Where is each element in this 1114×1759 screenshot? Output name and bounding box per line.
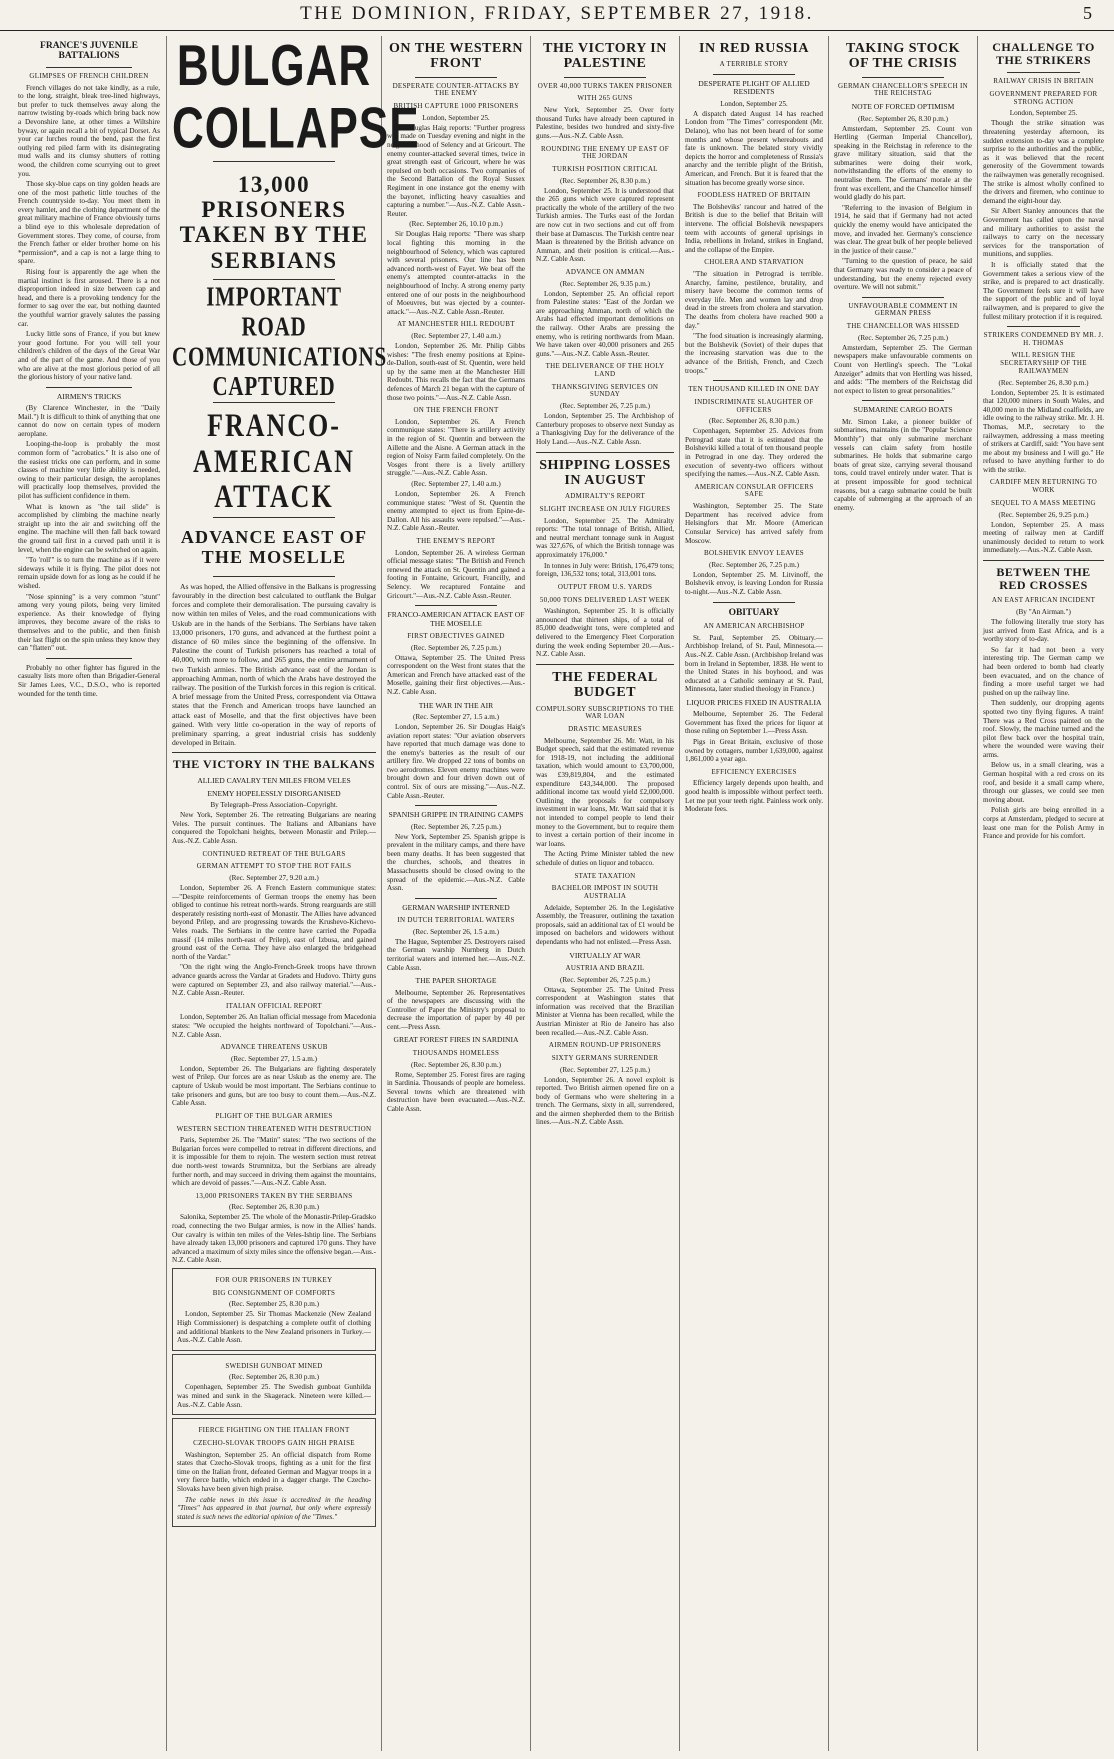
- dateline: (Rec. September 26, 8.30 p.m.): [998, 378, 1089, 387]
- subhead: NOTE OF FORCED OPTIMISM: [851, 102, 955, 112]
- dateline: London, September 25.: [720, 99, 788, 108]
- headline-red-crosses: BETWEEN THE RED CROSSES: [996, 564, 1091, 593]
- article-text: London, September 25. M. Litvinoff, the Bolshevik envoy, is leaving London for Russia to-night.—Aus.-N.Z. Cable Assn.: [685, 570, 823, 597]
- article-text: London, September 25. It is understood that the 265 guns which were captured represent practically the whole of the artillery of the two Turkish armies. The Turks east of the Jordan are now cut in two sections and cut off from their base at Damascus. The Turkish centre near Maan is threatened by the British advance on Amman, and their position is critical.—Aus.-N.Z. Cable Assn.: [536, 186, 674, 264]
- divider: [46, 387, 131, 388]
- article-text: London, September 25. It is estimated that 120,000 miners in South Wales, and 40,000 men in the Midland coalfields, are idle owing to the railway strike. Mr. J. H. Thomas, M.P., secretary to the railwaymen, addressing a mass meeting of strikers at Cardiff, said: "You have sent me about my business and I will go." He refused to have anything further to do with the strike.: [983, 388, 1104, 474]
- article-text: Amsterdam, September 25. Count von Hertling (German Imperial Chancellor), speaking in the Reichstag in reference to the grave military situation, said that the submarines were doing their work, notwithstanding the efforts of the enemy to neutralise them. The Germans' morale at the front was excellent, and the Chancellor himself would gladly do his part.: [834, 124, 972, 202]
- subhead: 50,000 TONS DELIVERED LAST WEEK: [539, 595, 671, 604]
- byline: (By "An Airman."): [1016, 607, 1071, 616]
- article-text: London, September 26. Mr. Philip Gibbs wishes: "The fresh enemy positions at Epine-de-Dallon, south-east of St. Quentin, were held up by the same men at the Manchester Hill Redoubt. This recalls the fact that the Germans defences of March 21 began with the capture of those two points."—Aus.-N.Z. Cable Assn.: [387, 342, 525, 402]
- column-bulgar-collapse: [172, 34, 420, 1751]
- subhead-plight: PLIGHT OF THE BULGAR ARMIES: [215, 1111, 333, 1120]
- article-text: So far it had not been a very interesting trip. The German camp we had been ordered to bomb had clearly been evacuated, and on the chance of finding a more useful target we had pushed on up the railway line.: [983, 645, 1104, 697]
- dateline: (Rec. September 26, 9.25 p.m.): [998, 510, 1089, 519]
- article-text: Those sky-blue caps on tiny golden heads are one of the most pathetic little touches of the French countryside to-day. You meet them in every hamlet, and the clothing department of the great military machine of France obviously turns a blind eye to this wholesale depredation of Government stores. They come, of course, from the French father or elder brother home on his *permission*, and a cap is not a large thing to spare.: [18, 180, 160, 266]
- divider: [713, 602, 796, 603]
- article-text: Amsterdam, September 25. The German newspapers make unfavourable comments on Count von Hertling's speech. The "Lokal Anzeiger" admits that von Hertling was hissed, and adds: "The members of the Reichstag did not expect to listen to great personalities.": [834, 343, 972, 395]
- dateline: (Rec. September 26, 7.25 p.m.): [559, 402, 651, 411]
- subhead: AIRMEN ROUND-UP PRISONERS: [548, 1041, 662, 1050]
- masthead-title: THE DOMINION, FRIDAY, SEPTEMBER 27, 1918.: [300, 3, 814, 24]
- article-text: It is officially stated that the Government takes a serious view of the strike, and is prepared to act drastically. The Government feels sure it will have the support of the public and of loyal railwaymen, and is prepared to give the fullest military protection if it is required.: [983, 260, 1104, 321]
- subhead-prisoners: 13,000 PRISONERS TAKEN BY THE SERBIANS: [179, 171, 369, 273]
- dateline: (Rec. September 26, 8.30 p.m.): [708, 417, 800, 426]
- article-text: New York, September 25. Spanish grippe is prevalent in the military camps, and there have been many deaths. It has been suggested that the churches, schools, and theatres in Massachusetts should be closed owing to the spread of the epidemic.—Aus.-N.Z. Cable Assn.: [387, 832, 525, 893]
- subhead: TURKISH POSITION CRITICAL: [552, 164, 658, 173]
- subhead: GOVERNMENT PREPARED FOR STRONG ACTION: [989, 90, 1098, 106]
- dateline: (Rec. September 27, 1.25 p.m.): [559, 1065, 651, 1074]
- article-text: Sir Albert Stanley announces that the Government has called upon the naval and military authorities to assist the railways to carry on the necessary services for the transportation of munitions, and supplies.: [983, 207, 1104, 259]
- article-text: Mr. Simon Lake, a pioneer builder of submarines, maintains (in the "Popular Science Monthly") that only submarine merchant vessels can claim safety from hostile submarines. He holds that submarine cargo boats of great size, carrying several thousand tons, could travel entirely under water. That is at present impossible for good technical reasons, but a cargo submarine could be built capable of submerging at the approach of an enemy.: [834, 417, 972, 512]
- divider: [46, 67, 131, 68]
- subhead: CHOLERA AND STARVATION: [704, 258, 804, 267]
- divider: [213, 279, 335, 280]
- divider: [536, 664, 674, 665]
- article-text: Though the strike situation was threatening yesterday afternoon, its sudden extension to-day was a complete surprise to the authorities and the public, as it was believed that the recent generosity of the Government towards the railwaymen was generally recognised. The strike is almost wholly confined to the drivers and firemen, who continue to demand the eight-hour day.: [983, 119, 1104, 205]
- subhead: IN DUTCH TERRITORIAL WATERS: [397, 916, 515, 925]
- subhead: BACHELOR IMPOST IN SOUTH AUSTRALIA: [551, 884, 659, 900]
- article-text: London, September 26. A novel exploit is reported. Two British airmen opened fire on a body of Germans who were sheltering in a trench. The Germans, sixty in all, surrendered, and the airmen shepherded them to the British lines.—Aus.-N.Z. Cable Assn.: [536, 1075, 674, 1127]
- subhead: THANKSGIVING SERVICES ON SUNDAY: [551, 382, 659, 399]
- article-text: Sir Douglas Haig reports: "Further progress was made on Tuesday evening and night in the neighbourhood of Selency and at Gricourt. The enemy counter-attacked several times, twice in great strength east of Gricourt, where he was repulsed on both occasions. Two companies of the Second Battalion of the Royal Sussex Regiment in one instance got the enemy with the bayonet, inflicting heavy casualties and capturing a number."—Aus.-N.Z. Cable Assn.-Reuter.: [387, 123, 525, 218]
- article-text: London, September 25. A mass meeting of railway men at Cardiff unanimously decided to return to work immediately.—Aus.-N.Z. Cable Assn.: [983, 520, 1104, 555]
- subhead: BRITISH CAPTURE 1000 PRISONERS: [393, 102, 519, 111]
- subhead: STRIKERS CONDEMNED BY MR. J. H. THOMAS: [983, 331, 1104, 347]
- subhead: SUBMARINE CARGO BOATS: [853, 405, 953, 415]
- subhead: WITH 265 GUNS: [577, 94, 633, 103]
- subhead-german-attempt: GERMAN ATTEMPT TO STOP THE ROT FAILS: [196, 862, 352, 871]
- subhead: BOLSHEVIK ENVOY LEAVES: [704, 549, 804, 558]
- subhead: SIXTY GERMANS SURRENDER: [551, 1053, 659, 1062]
- divider: [172, 752, 376, 753]
- article-text: Melbourne, September 26. Mr. Watt, in his Budget speech, said that the estimated revenue for 1918-19, not including the additional taxation, which would amount to £3,700,000, was £39,819,804, and the estimated expenditure £43,344,000. The proposed additional income tax would yield £2,000,000. Outlining the proposals for compulsory investment in war loans, Mr. Watt said that it is not intended to compel people to lend their money to the Government, but to require them to invest a certain portion of their income in war loans.: [536, 736, 674, 848]
- article-text: Lucky little sons of France, if you but knew your good fortune. For you will tell your children's children of the days of the Great War and of the part of the game. And those of you who are alive at the most glorious period of all the glorious history of your native land.: [18, 330, 160, 382]
- article-text: London, September 26. A wireless German official message states: "The British and French renewed the attack on St. Quentin and gained a footing in Fontaine, Gricourt, Francilly, and Selency. We recaptured Fontaine and Gricourt."—Aus.-N.Z. Cable Assn.-Reuter.: [387, 548, 525, 600]
- article-text: Ottawa, September 25. The United Press correspondent on the West front states that the American and French have attacked east of the Moselle, gaining their first objectives.—Aus.-N.Z. Cable Assn.: [387, 653, 525, 696]
- article-text: London, September 26. A French communique states: "West of St. Quentin the enemy attempted to eject us from Epine-de-Dallon. All his assaults were repulsed."—Aus.-N.Z. Cable Assn.-Reuter.: [387, 490, 525, 533]
- subhead: OUTPUT FROM U.S. YARDS: [557, 582, 653, 591]
- article-text: London, September 26. An Italian official message from Macedonia states: "We occupied the heights northward of Topolchani."—Aus.-N.Z. Cable Assn.: [172, 1013, 376, 1039]
- article-text: In tonnes in July were: British, 176,479 tons; foreign, 136,532 tons; total, 313,001 tons.: [536, 561, 674, 579]
- subhead: DRASTIC MEASURES: [568, 724, 642, 733]
- dateline: (Rec. September 27, 9.20 a.m.): [229, 874, 319, 882]
- box-title: FOR OUR PRISONERS IN TURKEY: [215, 1276, 333, 1285]
- column-crisis: [834, 36, 972, 1751]
- divider: [713, 74, 796, 75]
- article-text: (By Clarence Winchester, in the "Daily Mail.") It is difficult to think of anything that one cannot do now on certain types of modern aeroplane.: [18, 404, 160, 438]
- article-text: "The situation in Petrograd is terrible. Anarchy, famine, pestilence, brutality, and misery have become the common terms of everyday life. Men and women lay and drop dead in the streets from cholera and starvation. The deaths from cholera have reached 900 a day.": [685, 270, 823, 330]
- column-rule: [679, 36, 680, 1751]
- subhead: DESPERATE COUNTER-ATTACKS BY THE ENEMY: [392, 81, 520, 98]
- divider: [213, 576, 335, 577]
- article-text: London, September 25. The Archbishop of Canterbury proposes to observe next Sunday as a Thanksgiving Day for the deliverance of the Holy Land.—Aus.-N.Z. Cable Assn.: [536, 412, 674, 446]
- divider: [415, 77, 498, 78]
- article-text: The following literally true story has just arrived from East Africa, and is a worthy story of to-day.: [983, 617, 1104, 644]
- subhead: THOUSANDS HOMELESS: [412, 1048, 500, 1057]
- subhead: DESPERATE PLIGHT OF ALLIED RESIDENTS: [698, 79, 810, 97]
- subhead: GERMAN CHANCELLOR'S SPEECH IN THE REICHSTAG: [838, 81, 968, 98]
- article-text: "Nose spinning" is a very common "stunt" among very young pilots, being very limited experience. As their knowledge of flying improves, they become aware of the risks to themselves and to the public, and then finish their last flight on the spin unless they know they can "flatten" out.: [18, 592, 160, 653]
- article-text: Then suddenly, our dropping agents spotted two tiny flying figures. A train! There was a Red Cross painted on the roof. Slowly, the machine turned and the pilot flew back over the hospital train, where the wounded were waving their arms.: [983, 699, 1104, 759]
- divider: [415, 898, 498, 899]
- article-text: The Acting Prime Minister tabled the new schedule of duties on liquor and tobacco.: [536, 850, 674, 867]
- headline-airmen-tricks: AIRMEN'S TRICKS: [56, 391, 122, 401]
- masthead: [0, 0, 1114, 31]
- subhead: SLIGHT INCREASE ON JULY FIGURES: [539, 504, 671, 513]
- box-subtitle: BIG CONSIGNMENT OF COMFORTS: [212, 1288, 336, 1297]
- article-text: London, September 26. A French Eastern communique states:—"Despite reinforcements of German troops the enemy has been obliged to continue his retreat north-wards. Strong rearguards are still desperately resisting north-east of Monastir. The Allies have advanced beyond Prilep, and are progressing towards the Krushevo-Kichevo-Veles roads. The Serbians in the centre have carried the Popadia massif (14 miles north-east of Prilep), east of Izbusa, and gained ground east of the Cerna. They have also enlarged the bridgehead north of the Vardar.": [172, 884, 376, 961]
- dateline: (Rec. September 26, 8.30 p.m.): [857, 114, 949, 123]
- column-rule: [977, 36, 978, 1751]
- dateline: (Rec. September 27, 1.40 a.m.): [411, 332, 501, 340]
- subhead: SEQUEL TO A MASS MEETING: [991, 498, 1096, 507]
- subhead: LIQUOR PRICES FIXED IN AUSTRALIA: [686, 697, 822, 707]
- column-red-russia: [685, 36, 823, 1751]
- article-text: Looping-the-loop is probably the most common form of "acrobatics." It is also one of the easiest tricks one can perform, and in some classes of machine very little ability is needed, owing to their particular design, the aeroplanes will practically loop themselves, provided the pilot has sufficient confidence in them.: [18, 440, 160, 501]
- dateline: (Rec. September 27, 1.40 a.m.): [411, 480, 501, 488]
- article-text: New York, September 25. Over forty thousand Turks have already been captured in Palestine, besides two hundred and sixty-five guns.—Aus.-N.Z. Cable Assn.: [536, 106, 674, 140]
- subhead: THE ENEMY'S REPORT: [416, 536, 496, 545]
- headline-budget: THE FEDERAL BUDGET: [552, 669, 658, 701]
- box-subtitle: CZECHO-SLOVAK TROOPS GAIN HIGH PRAISE: [193, 1438, 355, 1447]
- article-text: The Hague, September 25. Destroyers raised the German warship Nurnberg in Dutch territorial waters and interned her.—Aus.-N.Z. Cable Assn.: [387, 937, 525, 972]
- subhead: WILL RESIGN THE SECRETARYSHIP OF THE RAILWAYMEN: [1000, 351, 1087, 375]
- article-text: French villages do not take kindly, as a rule, to the long, straight, bleak tree-lined highways, but prefer to tuck themselves away along the narrow twisting by-roads which bring back now a Devonshire lane, at other times a Wiltshire byway, or again recall a bit of typical Dorset. As your car lurches round the bend, past the first outlying red piled farm with its disintegrating mud walls and its clumsy shutters of rotting wood, the children come scurrying out to greet you.: [18, 83, 160, 178]
- subhead-moselle: ADVANCE EAST OF THE MOSELLE: [180, 527, 368, 567]
- divider: [536, 452, 674, 453]
- divider: [713, 380, 796, 381]
- headline-palestine: THE VICTORY IN PALESTINE: [543, 41, 667, 72]
- dateline: (Rec. September 26, 7.25 p.m.): [410, 643, 502, 652]
- divider: [213, 402, 335, 403]
- article-text: "Referring to the invasion of Belgium in 1914, he said that if Germany had not acted quickly the enemy would have anticipated the move, and invaded her. Germany's conscience was clear. The great bulk of her people believed in the justice of their cause.": [834, 203, 972, 255]
- article-text: "To 'roll'" is to turn the machine as if it were sideways while it is flying. The pilot does not remain upside down for as long as he could if he wished.: [18, 556, 160, 590]
- subhead: EFFICIENCY EXERCISES: [711, 767, 797, 776]
- article-text: Ottawa, September 25. The United Press correspondent at Washington states that information was received that the Brazilian Minister at Vienna has been recalled, while the Austrian Minister at Rio de Janeiro has also been recalled.—Aus.-N.Z. Cable Assn.: [536, 985, 674, 1037]
- column-rule: [530, 36, 531, 1751]
- subhead-retreat: CONTINUED RETREAT OF THE BULGARS: [202, 849, 346, 858]
- subhead-italian: ITALIAN OFFICIAL REPORT: [226, 1001, 322, 1010]
- subhead-road: IMPORTANT ROAD COMMUNICATIONS CAPTURED: [172, 280, 387, 403]
- box-title: FIERCE FIGHTING ON THE ITALIAN FRONT: [198, 1426, 350, 1435]
- dateline: (Rec. September 26, 8.30 p.m.): [410, 1060, 502, 1069]
- box-title: SWEDISH GUNBOAT MINED: [225, 1361, 323, 1370]
- dateline: (Rec. September 26, 7.25 p.m.): [559, 975, 651, 984]
- divider: [1007, 326, 1080, 327]
- article-text: "Turning to the question of peace, he said that Germany was ready to consider a peace of understanding, but the enemy rejected every overture. We will not submit.": [834, 257, 972, 292]
- article-text: "On the right wing the Anglo-French-Greek troops have thrown advance guards across the Vardar at Gradets and Hudovo. Thirty guns were captured on September 23, and also railway material."—Aus.-N.Z. Cable Assn.-Reuter.: [172, 963, 376, 998]
- divider: [983, 560, 1104, 561]
- article-text: Paris, September 26. The "Matin" states: "The two sections of the Bulgarian forces were compelled to retreat in different directions, and it is impossible for them to rejoin. The western section must retreat due north-west towards Strumnitza, but the Serbians are already further north, and may succeed in driving them against the mountains, which are devoid of passes."—Aus.-N.Z. Cable Assn.: [172, 1136, 376, 1188]
- boxed-item-gunboat: [172, 1354, 376, 1415]
- article-text: London, September 25. An official report from Palestine states: "East of the Jordan we are approaching Amman, north of which the Arabs had effected important demolitions on the railway. Other Arabs are pressing the enemy, who is retiring northwards from Maan. We have taken over 40,000 prisoners and 265 guns."—Aus.-N.Z. Cable Assn.-Reuter.: [536, 289, 674, 358]
- subhead: OVER 40,000 TURKS TAKEN PRISONER: [537, 81, 673, 90]
- dateline: (Rec. September 26, 1.5 a.m.): [412, 927, 500, 936]
- article-text: London, September 26. The Bulgarians are fighting desperately west of Prilep. Our forces are as near Uskub as the enemy are. The capture of Uskub would be most important. The Serbians continue to take prisoners and guns, but are too busy to count them.—Aus.-N.Z. Cable Assn.: [172, 1064, 376, 1108]
- article-text: London, September 25. The Admiralty reports: "The total tonnage of British, Allied, and neutral merchant tonnage sunk in August was 327,676, of which the British tonnage was approximately 176,000.": [536, 516, 674, 560]
- subhead: TEN THOUSAND KILLED IN ONE DAY: [688, 385, 820, 394]
- divider: [862, 297, 945, 298]
- article-text: "The food situation is increasingly alarming, but the Bolshevik (Soviet) of their dupes that the increasing starvation was due to the advance of the British, French, and Czech troops.": [685, 332, 823, 375]
- article-text: Sir Douglas Haig reports: "There was sharp local fighting this morning in the neighbourhood of Selency, which was captured with several prisoners. Our line has been advanced north-west of Fayet. We beat off the enemy's attempted counter-attacks in the neighbourhood of Inchy. A strong enemy party entered one of our posts in the neighbourhood of Moeuvres, but was ejected by a counter-attack."—Aus.-N.Z. Cable Assn.-Reuter.: [387, 230, 525, 316]
- headline-challenge: CHALLENGE TO THE STRIKERS: [992, 40, 1095, 68]
- headline-taking-stock: TAKING STOCK OF THE CRISIS: [845, 41, 960, 72]
- article-text: St. Paul, September 25. Obituary.—Archbishop Ireland, of St. Paul, Minnesota.—Aus.-N.Z. Cable Assn. (Archbishop Ireland was born in Ireland in September, 1838. He went to the United States in his boyhood, and was educated at a Catholic seminary at St. Paul, Minnesota, later studied theology in France.): [685, 633, 823, 694]
- divider: [862, 77, 945, 78]
- column-rule: [828, 36, 829, 1751]
- subhead: GERMAN WARSHIP INTERNED: [402, 902, 510, 912]
- column-strikers: [983, 36, 1104, 1751]
- article-text: Melbourne, September 26. The Federal Government has fixed the prices for liquor at those ruling on September 1.—Press Assn.: [685, 710, 823, 736]
- divider: [862, 400, 945, 401]
- subhead-enemy: ENEMY HOPELESSLY DISORGANISED: [207, 788, 341, 798]
- dateline: (Rec. September 26, 10.10 p.m.): [409, 220, 503, 229]
- copyright-line: By Telegraph–Press Association–Copyright.: [210, 801, 338, 810]
- article-text: Washington, September 25. The State Department has received advice from Helsingfors that Mr. Moore (American Consular Service) has arrived safely from Moscow.: [685, 502, 823, 545]
- subhead: UNFAVOURABLE COMMENT IN GERMAN PRESS: [848, 301, 958, 318]
- subhead-13000: 13,000 PRISONERS TAKEN BY THE SERBIANS: [195, 1191, 353, 1200]
- article-text: Melbourne, September 26. Representatives of the newspapers are discussing with the Controller of Paper the Ministry's proposal to decrease the importation of paper by 40 per cent.—Press Assn.: [387, 988, 525, 1031]
- subhead: SPANISH GRIPPE IN TRAINING CAMPS: [388, 810, 524, 820]
- subhead: FRANCO-AMERICAN ATTACK EAST OF THE MOSELLE: [387, 610, 525, 628]
- article-text: London, September 26. A French communique states: "There is artillery activity in the region of St. Quentin and between the Aillette and the Aisne. A German attack in the region of Noisy Farm failed completely. On the Vosges front there is a lively artillery struggle."—Aus.-N.Z. Cable Assn.: [387, 417, 525, 478]
- headline-shipping: SHIPPING LOSSES IN AUGUST: [539, 457, 671, 488]
- subhead-cavalry: ALLIED CAVALRY TEN MILES FROM VELES: [197, 775, 351, 785]
- article-text: What is known as "the tail slide" is accomplished by climbing the machine nearly straight up into the air and switching off the engine. The machine will then fall back toward the ground tail first in a curved path until it is level, when the engine can be switched on again.: [18, 502, 160, 554]
- headline-juvenile: FRANCE'S JUVENILE BATTALIONS: [40, 41, 138, 62]
- subhead-franco-american: FRANCO-AMERICAN ATTACK: [193, 407, 355, 516]
- boxed-item-prisoners-turkey: [172, 1268, 376, 1351]
- divider: [46, 658, 131, 659]
- subhead: RAILWAY CRISIS IN BRITAIN: [993, 77, 1094, 86]
- subhead: ON THE FRENCH FRONT: [413, 406, 499, 415]
- dateline: (Rec. September 26, 7.25 p.m.): [410, 822, 502, 831]
- subhead: AN EAST AFRICAN INCIDENT: [991, 596, 1096, 605]
- article-text: London, September 25. Sir Thomas Mackenzie (New Zealand High Commissioner) is despatching a complete outfit of clothing and additional blankets to the New Zealand prisoners in Turkey.—Aus.-N.Z. Cable Assn.: [177, 1310, 371, 1345]
- dateline: (Rec. September 26, 8.30 p.m.): [228, 1373, 320, 1382]
- subhead: CARDIFF MEN RETURNING TO WORK: [989, 478, 1098, 495]
- article-text: New York, September 26. The retreating Bulgarians are nearing Veles. The pursuit continues. The Italians and Albanians have conquered the Topolchani heights, between Monastir and Prilep.—Aus.-N.Z. Cable Assn.: [172, 811, 376, 846]
- subhead: FIRST OBJECTIVES GAINED: [407, 631, 505, 640]
- subhead: COMPULSORY SUBSCRIPTIONS TO THE WAR LOAN: [536, 704, 674, 721]
- lead-summary: As was hoped, the Allied offensive in the Balkans is progressing favourably in the direction best calculated to outflank the Bulgar forces and complete their demoralisation. The pursuing cavalry is now within ten miles of Veles, and the road communications with Uskub are in the hands of the Serbians. The Serbians have taken 13,000 prisoners, 170 guns, and advanced at the furthest point a distance of 60 miles since the beginning of the offensive. In Palestine the count of Turkish prisoners has reached a total of 40,000, with more to follow, and 265 guns, the entire armament of two Turkish armies. The British advance east of the Jordan is approaching Amman, north of which the Arabs have destroyed the railway. The position of the Turkish forces in this region is critical. A brief message from the United Press, correspondent via Ottawa states that the French and American troops have launched an attack east of Moselle, and that the first objectives have been gained. With very little co-operation in the way of reports of preliminary sparring, a great industrial crisis has suddenly developed in Britain.: [172, 581, 376, 748]
- article-text: Copenhagen, September 25. Advices from Petrograd state that it is estimated that the Bolsheviki killed a total of ten thousand people in Petrograd in one day. They ordered the execution of seventy-two officers without specifying the names.—Aus.-N.Z. Cable Assn.: [685, 427, 823, 479]
- subhead: VIRTUALLY AT WAR: [569, 950, 641, 960]
- dateline: (Rec. September 26, 8.30 p.m.): [228, 1203, 320, 1212]
- dateline: (Rec. September 26, 8.30 p.m.): [559, 176, 651, 185]
- column-palestine: [536, 36, 674, 1751]
- subhead: OBITUARY: [728, 607, 780, 618]
- article-text: Polish girls are being enrolled in a corps at Amsterdam, pledged to secure at least one man for the Polish Army in France and provide for his comfort.: [983, 806, 1104, 841]
- subhead: ADVANCE ON AMMAN: [565, 267, 645, 276]
- headline-red-russia: IN RED RUSSIA: [699, 41, 809, 56]
- column-rule: [166, 36, 167, 1751]
- main-headline: BULGAR COLLAPSE: [172, 34, 420, 161]
- subhead: INDISCRIMINATE SLAUGHTER OF OFFICERS: [694, 397, 814, 414]
- dateline: London, September 25.: [422, 113, 490, 122]
- article-text: A dispatch dated August 14 has reached London from "The Times" correspondent (Mr. Delano), who has not been heard of for some months and whose present whereabouts and fate is unknown. The belated story vividly depicts the horror and completeness of Russia's anarchy and the terrible plight of the British, American, and French. But it is feared that the situation has become greatly worse since.: [685, 109, 823, 187]
- divider: [213, 517, 335, 518]
- article-text: Pigs in Great Britain, exclusive of those owned by cottagers, number 1,639,000, against 1,861,000 a year ago.: [685, 738, 823, 764]
- subhead-uskub: ADVANCE THREATENS USKUB: [220, 1043, 328, 1052]
- article-text: Washington, September 25. It is officially announced that thirteen ships, of a total of 85,000 deadweight tons, were completed and delivered to the Emergency Fleet Corporation during the week ending September 20.—Aus.-N.Z. Cable Assn.: [536, 607, 674, 659]
- article-text: The Bolsheviks' rancour and hatred of the British is due to the belief that Britain will intervene. The official Bolshevik newspapers teem with accounts of general uprisings in India, rebellions in Ireland, strikes in England, and the collapse of the Empire.: [685, 202, 823, 254]
- subhead: THE WAR IN THE AIR: [418, 700, 494, 710]
- headline-western-front: ON THE WESTERN FRONT: [388, 41, 524, 72]
- dateline: (Rec. September 27, 1.5 a.m.): [230, 1054, 318, 1063]
- subhead-glimpses: GLIMPSES OF FRENCH CHILDREN: [29, 71, 149, 80]
- editorial-note: The cable news in this issue is accredited in the heading "Times" has appeared in that journal, but only where expressly stated is such news the editorial opinion of the "Times.": [177, 1495, 371, 1521]
- column-juvenile-battalions: [18, 36, 160, 1751]
- dateline: (Rec. September 26, 9.35 p.m.): [559, 279, 651, 288]
- dateline: (Rec. September 26, 7.25 p.m.): [857, 333, 949, 342]
- article-text: Probably no other fighter has figured in the casualty lists more often than Brigadier-General Sir James Lees, V.C., D.S.O., who is reported wounded for the tenth time.: [18, 663, 160, 698]
- subhead: ROUNDING THE ENEMY UP EAST OF THE JORDAN: [541, 144, 669, 161]
- divider: [415, 805, 498, 806]
- page-number: 5: [1083, 3, 1092, 23]
- column-rule: [381, 36, 382, 1751]
- subhead: ADMIRALTY'S REPORT: [564, 492, 646, 501]
- article-text: Rising four is apparently the age when the martial instinct is first aroused. There is a not disproportion indeed in size between cap and head, and there is a provoking tendency for the former to sag over the ear, but nothing daunted the youthful warrior gravely salutes the passing car.: [18, 268, 160, 328]
- article-text: Salonika, September 25. The whole of the Monastir-Prilep-Gradsko road, connecting the two Bulgar armies, is now in the Allies' hands. Our cavalry is within ten miles of the Veles-Ishtip line. The Serbians have already taken 13,000 prisoners and captured 170 guns. They have advanced a maximum of sixty miles since the offensive began.—Aus.-N.Z. Cable Assn.: [172, 1213, 376, 1265]
- subhead: STATE TAXATION: [574, 871, 636, 880]
- subhead: THE CHANCELLOR WAS HISSED: [846, 322, 960, 331]
- article-text: Copenhagen, September 25. The Swedish gunboat Gunhilda was mined and sunk in the Skagerack. Nineteen were killed.—Aus.-N.Z. Cable Assn.: [177, 1383, 371, 1409]
- subhead: GREAT FOREST FIRES IN SARDINIA: [393, 1035, 519, 1045]
- subhead: AUSTRIA AND BRAZIL: [565, 963, 645, 972]
- article-text: Adelaide, September 26. In the Legislative Assembly, the Treasurer, outlining the taxation proposals, said an additional tax of £1 would be imposed on bachelors and widowers without dependants who had not enlisted.—Press Assn.: [536, 903, 674, 946]
- subhead: THE PAPER SHORTAGE: [415, 976, 497, 986]
- dateline: (Rec. September 26, 7.25 p.m.): [708, 560, 800, 569]
- subhead: FOODLESS HATRED OF BRITAIN: [697, 191, 811, 200]
- divider: [564, 77, 647, 78]
- dateline: London, September 25.: [1009, 109, 1078, 118]
- subhead: AN AMERICAN ARCHBISHOP: [703, 622, 805, 631]
- divider: [1007, 72, 1080, 73]
- dateline: (Rec. September 25, 8.30 p.m.): [228, 1300, 320, 1309]
- divider: [415, 605, 498, 606]
- subhead: AT MANCHESTER HILL REDOUBT: [397, 320, 515, 329]
- subhead: AMERICAN CONSULAR OFFICERS SAFE: [694, 482, 814, 499]
- article-text: Below us, in a small clearing, was a German hospital with a red cross on its roof, and beside it a small camp where, through our glasses, we could see men moving about.: [983, 761, 1104, 804]
- headline-victory-balkans: THE VICTORY IN THE BALKANS: [172, 757, 376, 772]
- subhead-western: WESTERN SECTION THREATENED WITH DESTRUCTION: [176, 1124, 372, 1133]
- subhead: THE DELIVERANCE OF THE HOLY LAND: [545, 362, 665, 379]
- article-text: Washington, September 25. An official dispatch from Rome states that Czecho-Slovak troops, fighting as a unit for the first time on the Italian front, defeated German and Magyar troops in a very fierce battle, which ended in a dagger charge. The Czecho-Slovaks have been given high praise.: [177, 1450, 371, 1493]
- article-text: London, September 26. Sir Douglas Haig's aviation report states: "Our aviation observers have reported that much damage was done to the enemy's batteries as the result of our artillery fire. We dropped 22 tons of bombs on two aerodromes. Eleven enemy machines were brought down and four driven down out of control. Six of ours are missing."—Aus.-N.Z. Cable Assn.-Reuter.: [387, 722, 525, 800]
- boxed-item-italian-front: [172, 1418, 376, 1527]
- dateline: (Rec. September 27, 1.5 a.m.): [412, 712, 500, 721]
- subhead: A TERRIBLE STORY: [719, 60, 789, 69]
- column-western-front: [387, 36, 525, 1751]
- article-text: Rome, September 25. Forest fires are raging in Sardinia. Thousands of people are homeless. Several towns which are threatened with destruction have been evacuated.—Aus.-N.Z. Cable Assn.: [387, 1070, 525, 1113]
- article-text: Efficiency largely depends upon health, and good health is impossible without perfect teeth. Let me put your teeth right. Painless work only. Moderate fees.: [685, 779, 823, 814]
